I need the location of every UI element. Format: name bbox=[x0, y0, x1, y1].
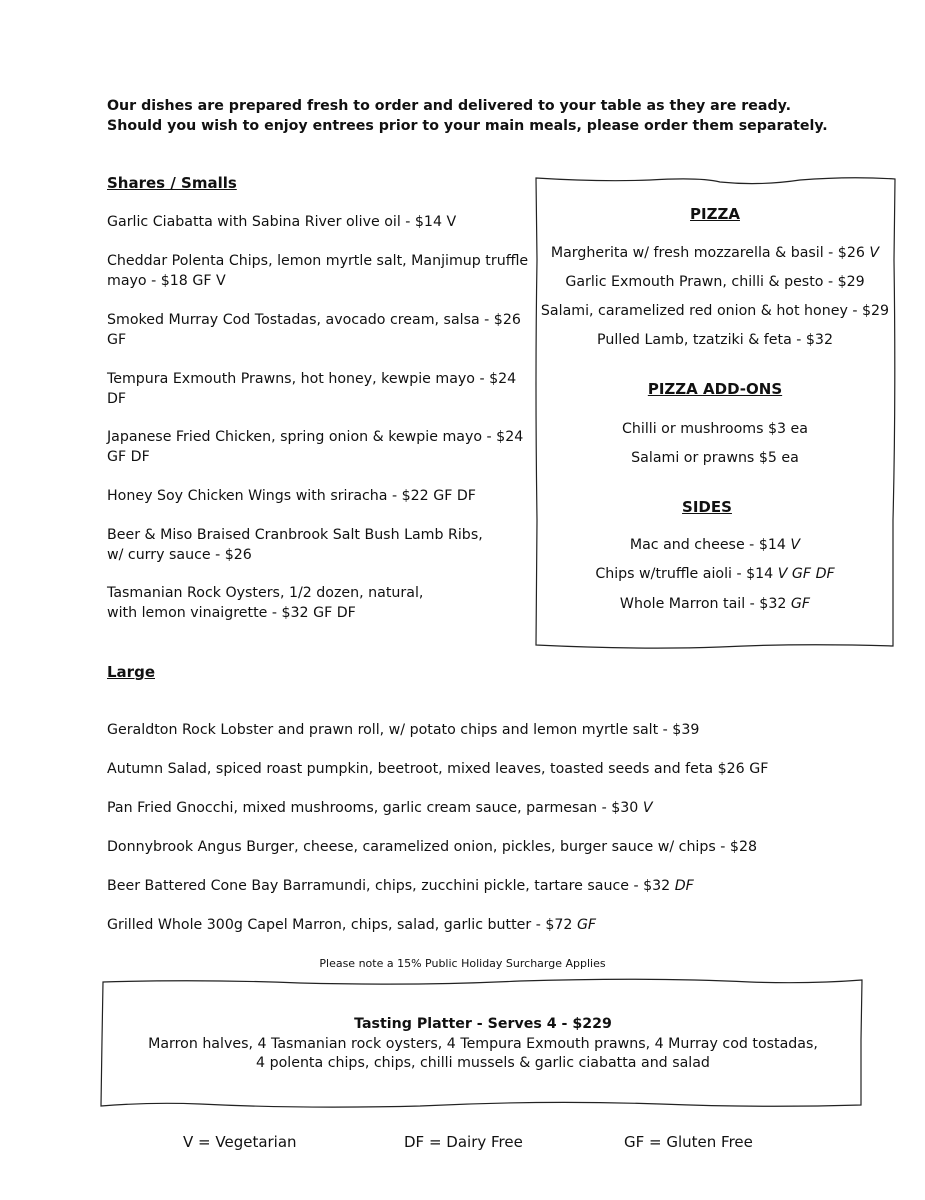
shares-item-line: Tasmanian Rock Oysters, 1/2 dozen, natural, bbox=[107, 585, 424, 601]
shares-item bbox=[107, 428, 523, 467]
shares-item bbox=[107, 526, 483, 565]
pizza-item-text: Garlic Exmouth Prawn, chilli & pesto - $29 bbox=[565, 274, 865, 290]
side-item bbox=[525, 566, 905, 582]
large-item-text: Autumn Salad, spiced roast pumpkin, beetroot, mixed leaves, toasted seeds and feta $26 GF bbox=[107, 761, 769, 777]
large-item-text: Grilled Whole 300g Capel Marron, chips, salad, garlic butter - $72 bbox=[107, 917, 577, 933]
side-item-diet: GF bbox=[790, 596, 811, 612]
shares-item-line: Beer & Miso Braised Cranbrook Salt Bush Lamb Ribs, bbox=[107, 527, 483, 543]
large-item-diet: DF bbox=[674, 878, 694, 894]
pizza-item bbox=[525, 245, 905, 261]
legend-vegetarian: V = Vegetarian bbox=[183, 1133, 297, 1151]
side-item bbox=[525, 596, 905, 612]
side-item-diet: V GF DF bbox=[777, 566, 835, 582]
large-item-text: Pan Fried Gnocchi, mixed mushrooms, garlic cream sauce, parmesan - $30 bbox=[107, 800, 643, 816]
shares-heading: Shares / Smalls bbox=[107, 174, 237, 192]
shares-item-line: Garlic Ciabatta with Sabina River olive oil - $14 V bbox=[107, 214, 457, 230]
shares-item-line: Cheddar Polenta Chips, lemon myrtle salt, Manjimup truffle bbox=[107, 253, 529, 269]
shares-item-line: Smoked Murray Cod Tostadas, avocado cream, salsa - $26 bbox=[107, 312, 521, 328]
pizza-item-diet: V bbox=[869, 245, 880, 261]
large-item bbox=[107, 877, 694, 897]
shares-item-line: mayo - $18 GF V bbox=[107, 272, 226, 289]
side-item-text: Whole Marron tail - $32 bbox=[619, 596, 791, 612]
large-item bbox=[107, 838, 757, 858]
legend-gluten-free: GF = Gluten Free bbox=[624, 1133, 753, 1151]
shares-item-line: with lemon vinaigrette - $32 GF DF bbox=[107, 604, 356, 621]
large-heading: Large bbox=[107, 663, 155, 681]
pizza-item-text: Margherita w/ fresh mozzarella & basil - $26 bbox=[550, 245, 870, 261]
pizza-item-text: Salami, caramelized red onion & hot honey - $29 bbox=[540, 303, 890, 319]
platter-title: Tasting Platter - Serves 4 - $229 bbox=[354, 1016, 612, 1032]
large-item bbox=[107, 916, 596, 936]
shares-item bbox=[107, 370, 516, 409]
large-item-text: Beer Battered Cone Bay Barramundi, chips, zucchini pickle, tartare sauce - $32 bbox=[107, 878, 675, 894]
addon-item: Chilli or mushrooms $3 ea bbox=[622, 421, 808, 437]
platter-line-2: 4 polenta chips, chips, chilli mussels & garlic ciabatta and salad bbox=[256, 1055, 710, 1071]
shares-item-line: GF DF bbox=[107, 448, 150, 465]
shares-item bbox=[107, 584, 423, 623]
large-item-text: Geraldton Rock Lobster and prawn roll, w/ potato chips and lemon myrtle salt - $39 bbox=[107, 722, 700, 738]
large-item bbox=[107, 721, 699, 741]
pizza-item bbox=[525, 274, 905, 290]
shares-item bbox=[107, 213, 456, 233]
shares-item-line: Japanese Fried Chicken, spring onion & kewpie mayo - $24 bbox=[107, 429, 524, 445]
side-item-diet: V bbox=[790, 537, 801, 553]
shares-item-line: Honey Soy Chicken Wings with sriracha - $22 GF DF bbox=[107, 488, 476, 504]
sides-heading: SIDES bbox=[682, 498, 732, 516]
shares-item-line: DF bbox=[107, 390, 127, 407]
intro-line-2: Should you wish to enjoy entrees prior to your main meals, please order them separately. bbox=[107, 118, 828, 134]
pizza-item bbox=[525, 332, 905, 348]
surcharge-note: Please note a 15% Public Holiday Surcharge Applies bbox=[319, 957, 606, 970]
large-item-diet: V bbox=[642, 800, 653, 816]
side-item-text: Chips w/truffle aioli - $14 bbox=[595, 566, 778, 582]
pizza-heading: PIZZA bbox=[690, 205, 740, 223]
pizza-item-text: Pulled Lamb, tzatziki & feta - $32 bbox=[597, 332, 833, 348]
large-item-text: Donnybrook Angus Burger, cheese, caramelized onion, pickles, burger sauce w/ chips - $28 bbox=[107, 839, 757, 855]
shares-item-line: Tempura Exmouth Prawns, hot honey, kewpie mayo - $24 bbox=[107, 371, 517, 387]
pizza-item bbox=[525, 303, 905, 319]
large-item-diet: GF bbox=[576, 917, 597, 933]
large-item bbox=[107, 799, 653, 819]
shares-item-line: w/ curry sauce - $26 bbox=[107, 546, 252, 563]
addon-item: Salami or prawns $5 ea bbox=[631, 450, 799, 466]
legend-dairy-free: DF = Dairy Free bbox=[404, 1133, 523, 1151]
shares-item bbox=[107, 252, 528, 291]
shares-item-line: GF bbox=[107, 331, 127, 348]
side-item-text: Mac and cheese - $14 bbox=[629, 537, 791, 553]
large-item bbox=[107, 760, 768, 780]
shares-item bbox=[107, 311, 521, 350]
intro-line-1: Our dishes are prepared fresh to order and delivered to your table as they are ready. bbox=[107, 98, 791, 114]
platter-line-1: Marron halves, 4 Tasmanian rock oysters, 4 Tempura Exmouth prawns, 4 Murray cod tostadas, bbox=[148, 1036, 818, 1052]
side-item bbox=[525, 537, 905, 553]
shares-item bbox=[107, 487, 476, 507]
pizza-addons-heading: PIZZA ADD-ONS bbox=[647, 380, 783, 398]
intro-notice bbox=[107, 96, 828, 136]
